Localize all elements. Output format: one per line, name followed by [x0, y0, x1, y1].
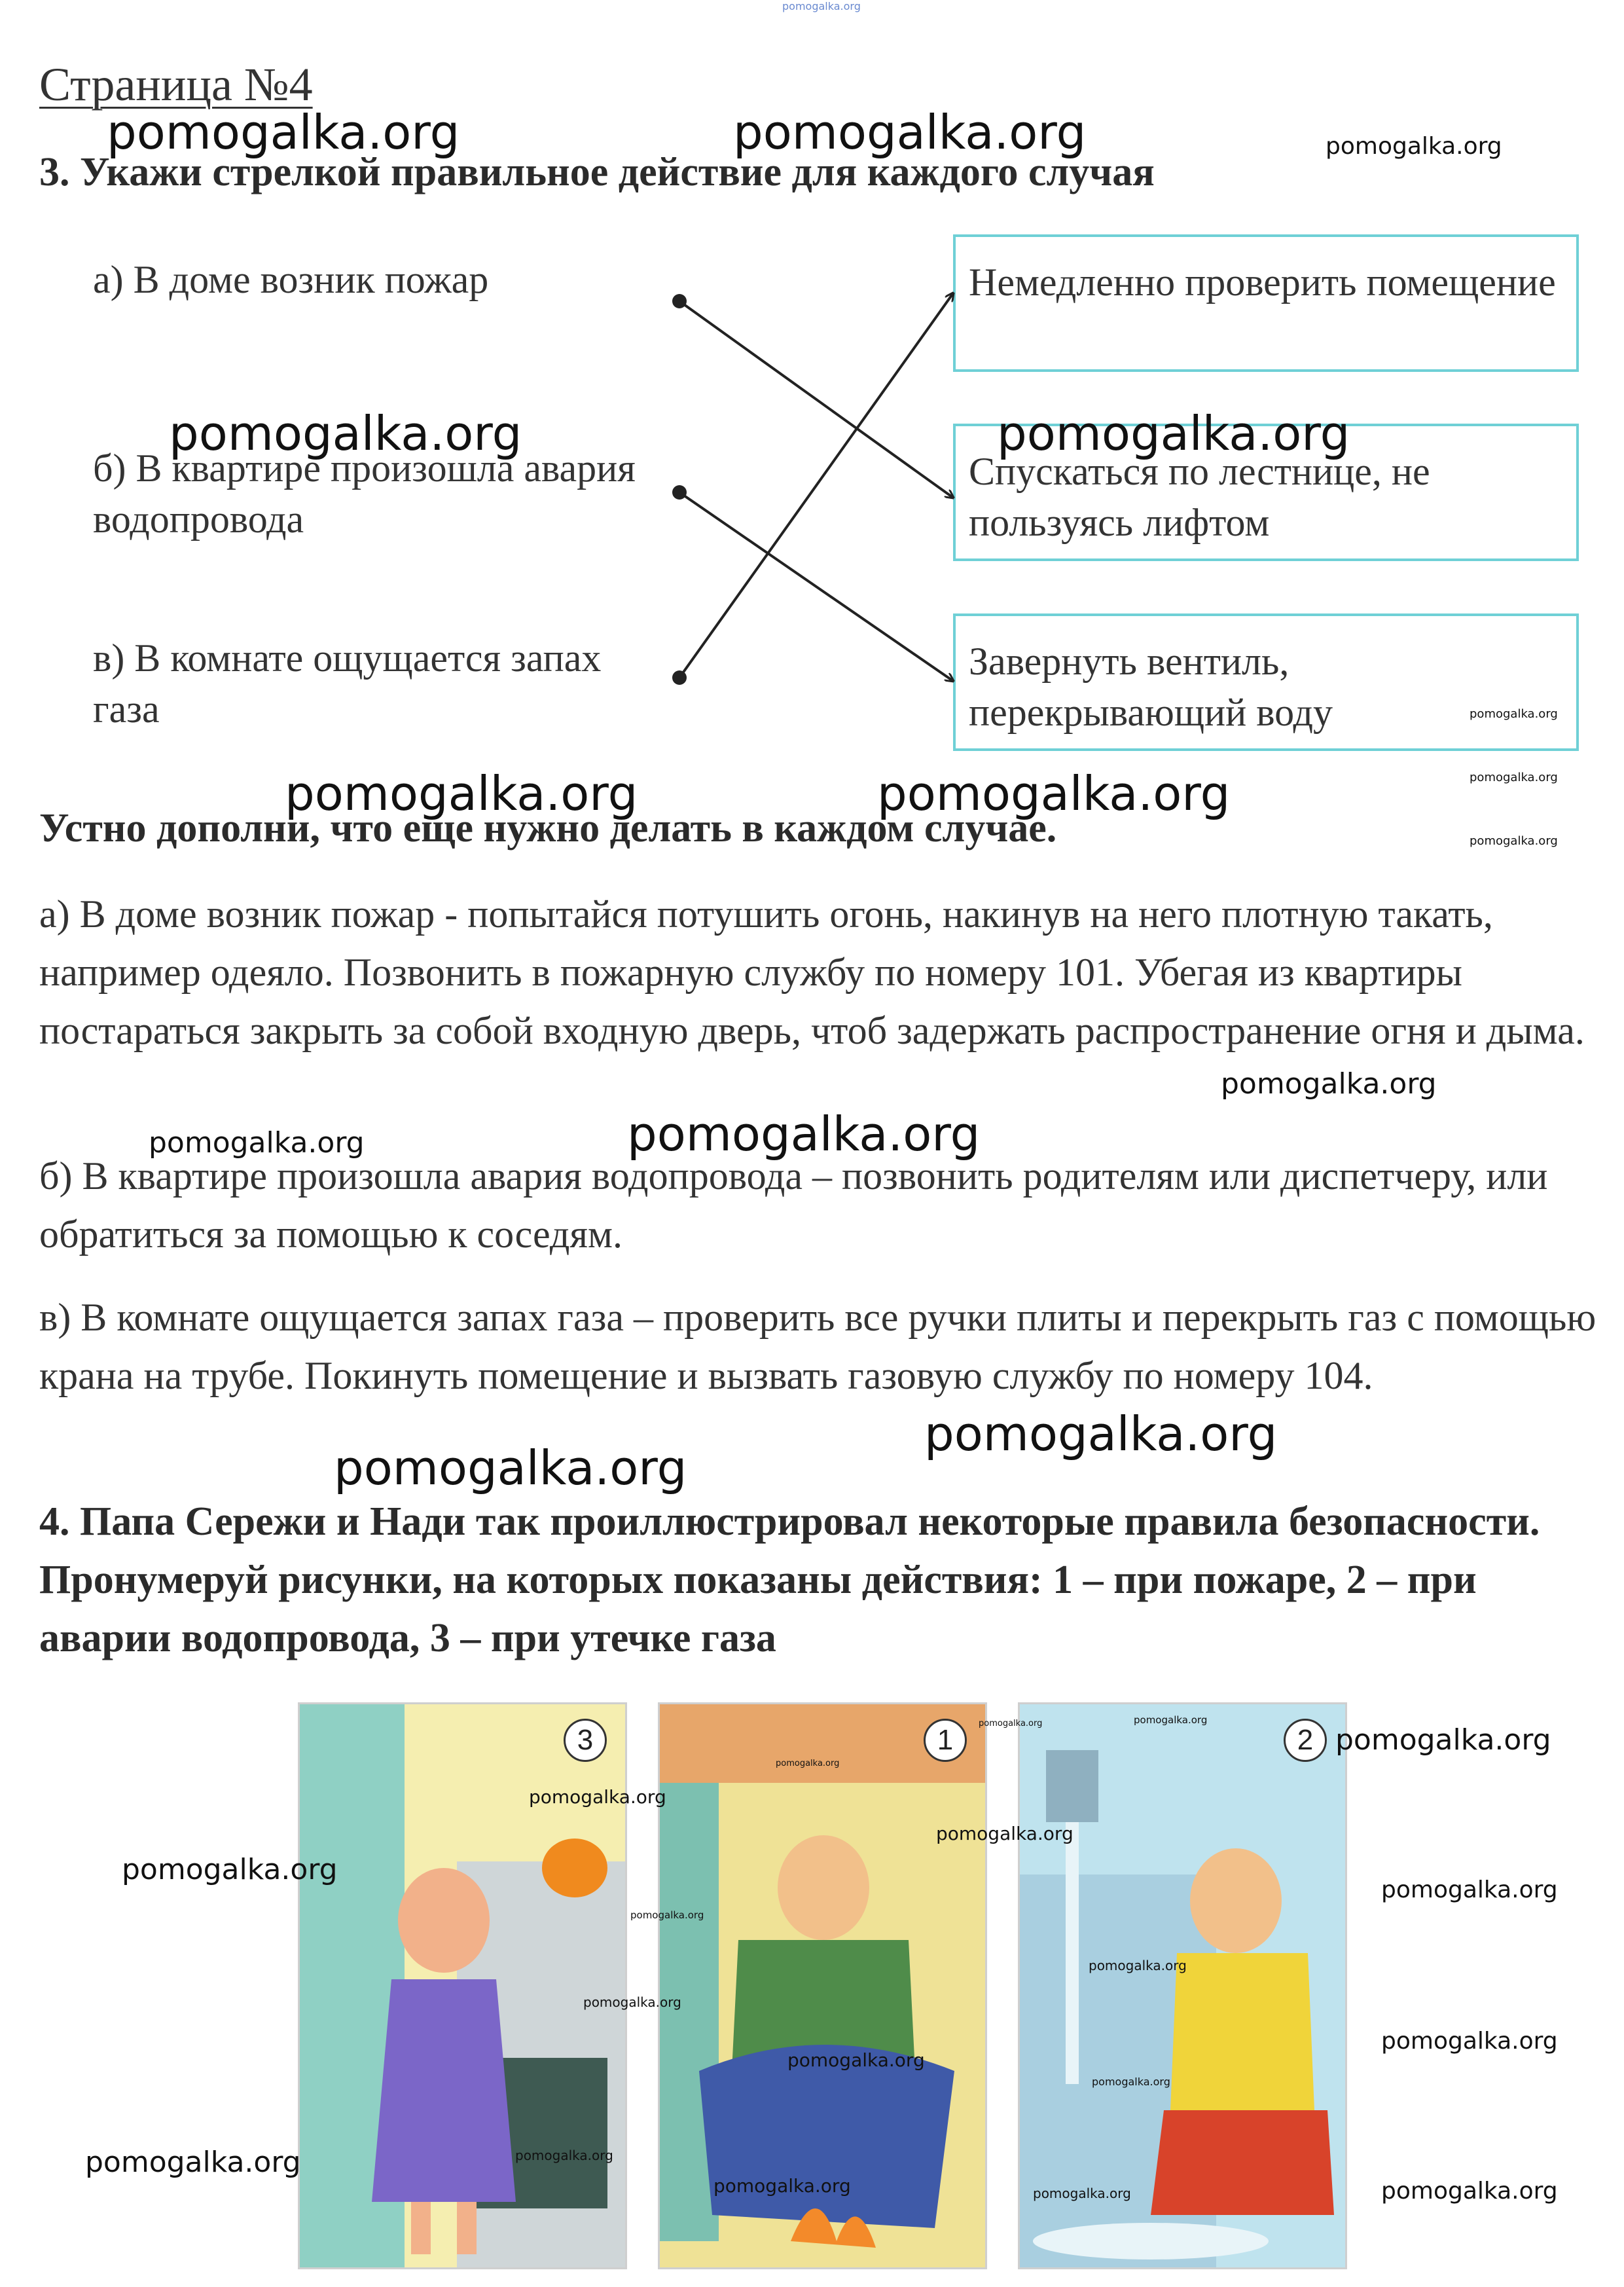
watermark: pomogalka.org — [515, 2148, 613, 2163]
task3-left-a: а) В доме возник пожар — [93, 258, 489, 301]
watermark: pomogalka.org — [1221, 1067, 1437, 1101]
watermark: pomogalka.org — [1470, 771, 1558, 784]
watermark: pomogalka.org — [713, 2175, 851, 2197]
watermark: pomogalka.org — [169, 406, 522, 461]
watermark: pomogalka.org — [1470, 834, 1558, 848]
oral-paragraph-c: в) В комнате ощущается запах газа – проверить все ручки плиты и перекрыть газ с помощью крана на трубе. Покинуть помещение и вызвать газовую службу по номеру 104. — [39, 1296, 1597, 1397]
watermark: pomogalka.org — [149, 1126, 365, 1160]
watermark: pomogalka.org — [997, 406, 1350, 461]
watermark: pomogalka.org — [1381, 2178, 1558, 2205]
watermark: pomogalka.org — [733, 105, 1087, 160]
arrow-c-to-1 — [679, 293, 953, 678]
task3-right-box-2: Спускаться по лестнице, не пользуясь лифтом — [953, 424, 1579, 561]
task3-left-c: в) В комнате ощущается запах газа — [93, 636, 602, 731]
task3-right-box-1: Немедленно проверить помещение — [953, 234, 1579, 372]
task4-heading: 4. Папа Сережи и Нади так проиллюстрировал некоторые правила безопасности. Пронумеруй рисунки, на которых показаны действия: 1 – при пожаре, 2 – при аварии водопровода, 3 – при утечке газа — [39, 1499, 1540, 1660]
panel-number-3: 3 — [564, 1719, 607, 1762]
watermark: pomogalka.org — [1092, 2076, 1170, 2088]
watermark: pomogalka.org — [936, 1823, 1074, 1844]
panel-number-2: 2 — [1284, 1719, 1327, 1762]
watermark: pomogalka.org — [285, 766, 638, 821]
watermark: pomogalka.org — [630, 1909, 704, 1921]
task3-heading: 3. Укажи стрелкой правильное действие для каждого случая — [39, 150, 1155, 194]
watermark: pomogalka.org — [627, 1107, 981, 1162]
task3-right-box-3: Завернуть вентиль, перекрывающий воду — [953, 613, 1579, 751]
watermark: pomogalka.org — [787, 2049, 925, 2071]
watermark: pomogalka.org — [85, 2146, 301, 2179]
watermark: pomogalka.org — [529, 1786, 666, 1808]
watermark: pomogalka.org — [1381, 1876, 1558, 1903]
panel-water — [1018, 1702, 1347, 2269]
top-mark: pomogalka.org — [782, 0, 861, 12]
arrow-a-to-2 — [679, 301, 953, 498]
watermark: pomogalka.org — [1134, 1714, 1208, 1726]
oral-paragraph-b: б) В квартире произошла авария водопровода – позвонить родителям или диспетчеру, или обратиться за помощью к соседям. — [39, 1154, 1548, 1256]
watermark: pomogalka.org — [334, 1440, 687, 1495]
water-illustration — [1020, 1704, 1345, 2267]
arrow-b-to-3 — [679, 492, 953, 681]
watermark: pomogalka.org — [1326, 133, 1502, 160]
watermark: pomogalka.org — [924, 1406, 1278, 1461]
watermark: pomogalka.org — [979, 1719, 1043, 1729]
watermark: pomogalka.org — [776, 1759, 840, 1768]
panel-number-1: 1 — [924, 1719, 967, 1762]
watermark: pomogalka.org — [107, 105, 460, 160]
watermark: pomogalka.org — [1089, 1958, 1187, 1973]
oral-heading: Устно дополни, что еще нужно делать в каждом случае. — [39, 806, 1057, 851]
watermark: pomogalka.org — [1470, 707, 1558, 721]
task3-left-b: б) В квартире произошла авария водопровода — [93, 447, 636, 541]
watermark: pomogalka.org — [877, 766, 1231, 821]
oral-paragraph-a: а) В доме возник пожар - попытайся потушить огонь, накинув на него плотную такать, например одеяло. Позвонить в пожарную службу по номеру 101. Убегая из квартиры постараться закрыть за собой входную дверь, чтоб задержать распространение огня и дыма. — [39, 892, 1585, 1052]
watermark: pomogalka.org — [1335, 1723, 1551, 1757]
watermark: pomogalka.org — [1033, 2186, 1131, 2201]
watermark: pomogalka.org — [122, 1853, 338, 1886]
page-title: Страница №4 — [39, 58, 313, 111]
watermark: pomogalka.org — [583, 1994, 681, 2010]
watermark: pomogalka.org — [1381, 2028, 1558, 2055]
